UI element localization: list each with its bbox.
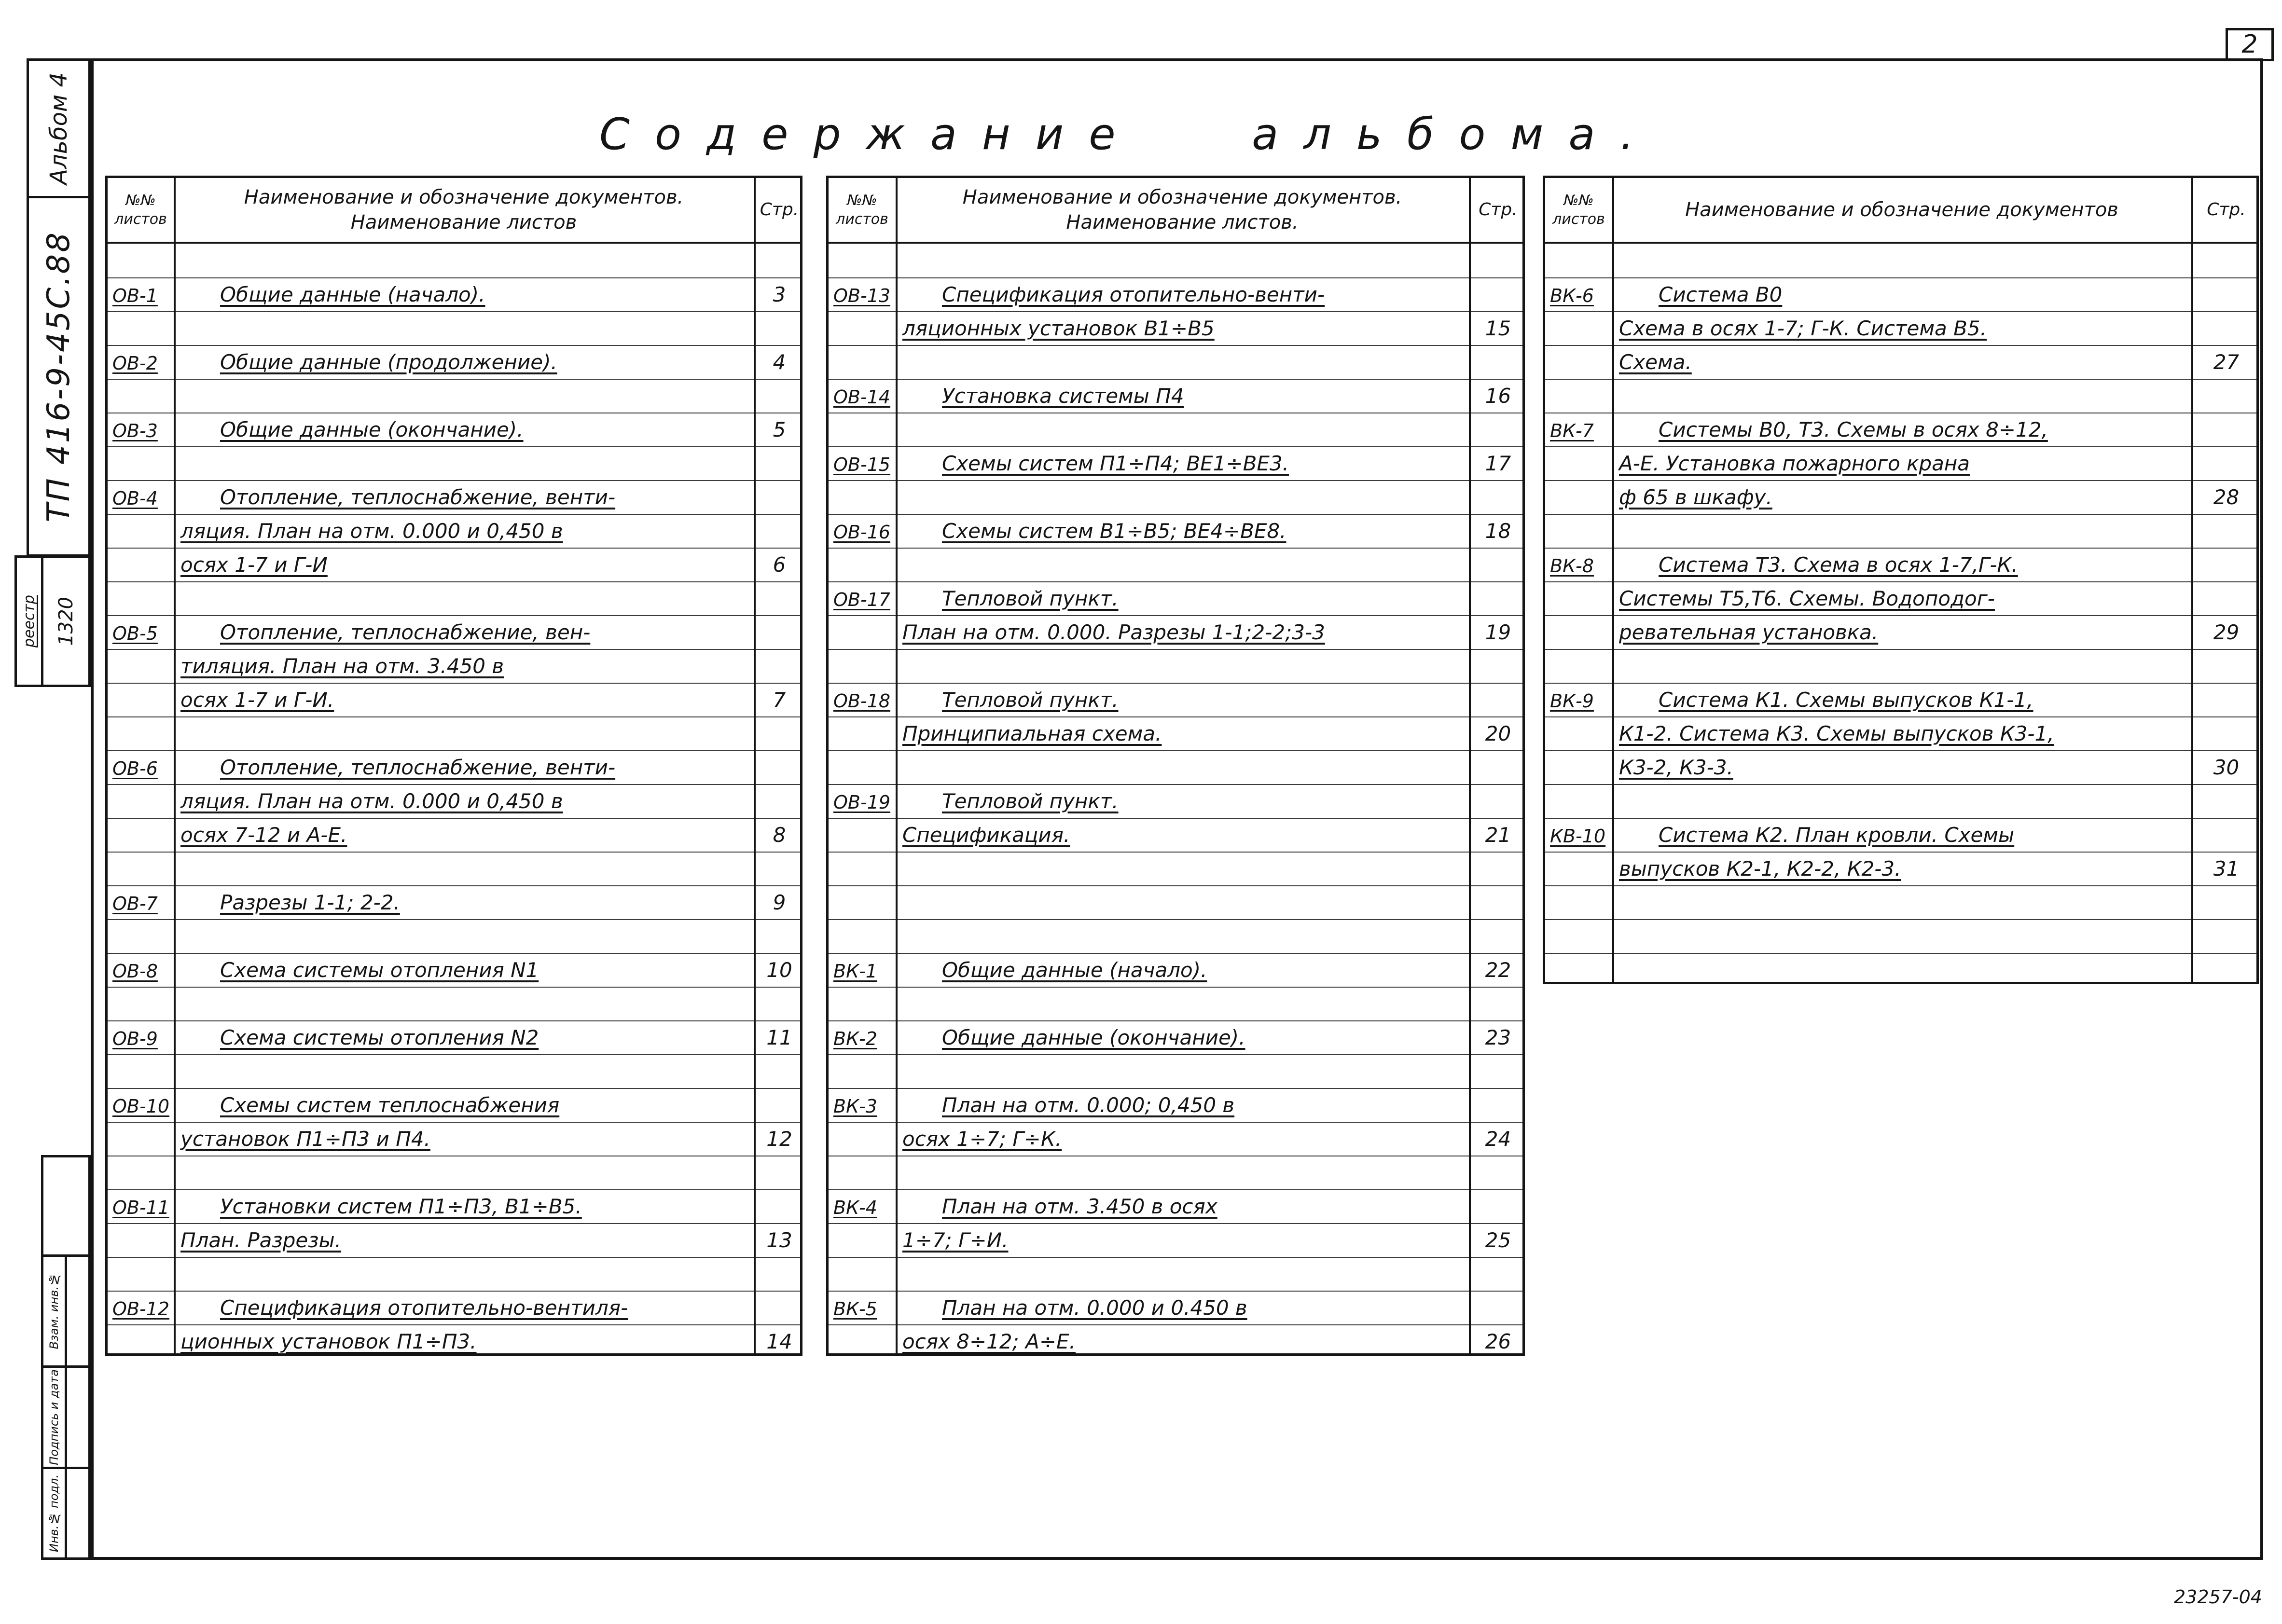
page-number-cell: 21 — [1485, 823, 1511, 847]
document-title-text: Отопление, теплоснабжение, венти- — [220, 485, 616, 509]
contents-entry-1-11 — [108, 1189, 800, 1257]
header-sheet-number-text: №№ — [125, 192, 156, 209]
sheet-number-cell: ОВ-13 — [833, 285, 891, 306]
page-number-cell: 10 — [766, 958, 792, 982]
contents-entry-3-5 — [1545, 818, 2256, 885]
row-rule — [829, 919, 1522, 920]
sheet-number-cell: ОВ-19 — [833, 792, 891, 813]
sheet-number-cell: ОВ-7 — [112, 893, 158, 914]
page-number-cell: 3 — [773, 283, 786, 306]
stamp-project-cell — [27, 196, 91, 557]
contents-entry-2-1 — [829, 277, 1522, 345]
contents-entry-1-1 — [108, 277, 800, 311]
header-page — [2191, 178, 2261, 242]
sheet-number-cell: ОВ-11 — [112, 1197, 170, 1218]
page-number-cell: 24 — [1485, 1127, 1511, 1151]
contents-entry-2-3 — [829, 446, 1522, 480]
document-title-text: К3-2, К3-3. — [1619, 756, 1733, 779]
document-title-text: Системы В0, Т3. Схемы в осях 8÷12, — [1659, 418, 2048, 441]
page-number-cell: 20 — [1485, 722, 1511, 745]
document-title-text: Общие данные (окончание). — [220, 418, 524, 441]
document-title-text: осях 1-7 и Г-И — [180, 553, 328, 577]
document-title-text: осях 1÷7; Г÷К. — [902, 1127, 1062, 1151]
row-rule — [108, 716, 800, 717]
header-sheet-number-text: листов — [836, 211, 888, 228]
page-number-cell: 15 — [1485, 317, 1511, 340]
document-title-line — [1612, 852, 2191, 885]
page-number-cell: 14 — [766, 1330, 792, 1353]
contents-entry-3-2 — [1545, 413, 2256, 514]
stamp-empty-cell — [41, 1155, 91, 1257]
row-rule — [108, 1257, 800, 1258]
page-number-cell: 31 — [2213, 857, 2240, 881]
document-title-text: ляция. План на отм. 0.000 и 0,450 в — [180, 789, 563, 813]
header-sheet-number-text: листов — [1552, 211, 1605, 228]
header-sheet-number — [829, 178, 896, 242]
row-rule — [108, 852, 800, 853]
sheet-number-cell: ОВ-4 — [112, 488, 158, 509]
row-rule — [829, 885, 1522, 886]
document-title-text: ревательная установка. — [1619, 620, 1879, 644]
page-number-cell: 4 — [773, 350, 786, 374]
document-title-text: 1÷7; Г÷И. — [902, 1228, 1009, 1252]
contents-entry-1-10 — [108, 1088, 800, 1156]
document-title-text: ционных установок П1÷П3. — [180, 1330, 477, 1353]
header-document-name — [1612, 178, 2191, 242]
document-title-line — [896, 514, 1469, 548]
sheet-number-box — [2226, 28, 2274, 61]
document-title-line — [174, 1291, 754, 1324]
table-header — [829, 178, 1522, 244]
document-title-line — [896, 1291, 1469, 1324]
document-title-line — [174, 818, 754, 852]
document-title-line — [174, 1189, 754, 1223]
sheet-number-cell: ВК-2 — [833, 1028, 877, 1049]
sheet-number-cell: ОВ-17 — [833, 589, 891, 610]
contents-entry-2-4 — [829, 514, 1522, 548]
contents-entry-3-1 — [1545, 277, 2256, 379]
document-title-text: Системы Т5,Т6. Схемы. Водоподог- — [1619, 587, 1995, 610]
stamp-inv-original-value — [65, 1467, 91, 1560]
page-number-cell: 23 — [1485, 1026, 1511, 1049]
document-title-line — [896, 581, 1469, 615]
document-title-text: Разрезы 1-1; 2-2. — [220, 891, 400, 914]
document-title-line — [896, 1324, 1469, 1358]
page-number-cell: 30 — [2213, 756, 2240, 779]
header-sheet-number-text: №№ — [1563, 192, 1594, 209]
row-rule — [108, 379, 800, 380]
document-title-line — [174, 683, 754, 716]
document-title-text: осях 1-7 и Г-И. — [180, 688, 334, 712]
row-rule — [829, 1054, 1522, 1055]
document-title-text: Принципиальная схема. — [902, 722, 1162, 745]
sheet-number-cell: ОВ-15 — [833, 454, 891, 475]
document-title-line — [174, 514, 754, 548]
document-title-text: План на отм. 0.000. Разрезы 1-1;2-2;3-3 — [902, 620, 1325, 644]
sheet-number: 2 — [2241, 30, 2258, 59]
header-document-name — [174, 178, 754, 242]
document-title-line — [1612, 277, 2191, 311]
document-title-line — [896, 683, 1469, 716]
document-title-line — [174, 1324, 754, 1358]
document-title-line — [174, 345, 754, 379]
sheet-number-cell: ВК-4 — [833, 1197, 877, 1218]
page-title: Содержание альбома. — [599, 109, 1660, 160]
document-title-text: ф 65 в шкафу. — [1619, 485, 1772, 509]
document-title-line — [174, 953, 754, 987]
sheet-number-cell: ОВ-3 — [112, 420, 158, 441]
stamp-signature-date-cell — [41, 1365, 67, 1469]
contents-entry-2-10 — [829, 1088, 1522, 1156]
row-rule — [1545, 514, 2256, 515]
stamp-replacement-inv-label: Взам. инв.№ — [47, 1273, 61, 1349]
stamp-registry-number: 1320 — [55, 596, 77, 646]
document-title-line — [174, 1223, 754, 1257]
contents-entry-1-3 — [108, 413, 800, 446]
document-title-text: Схема системы отопления N2 — [220, 1026, 539, 1049]
contents-entry-3-3 — [1545, 548, 2256, 649]
document-title-text: тиляция. План на отм. 3.450 в — [180, 654, 504, 678]
stamp-inv-original-cell — [41, 1467, 67, 1560]
sheet-number-cell: ОВ-8 — [112, 961, 158, 982]
document-title-text: Отопление, теплоснабжение, вен- — [220, 620, 591, 644]
page-number-cell: 13 — [766, 1228, 792, 1252]
sheet-number-cell: ОВ-10 — [112, 1096, 170, 1117]
document-title-text: Отопление, теплоснабжение, венти- — [220, 756, 616, 779]
contents-entry-1-5 — [108, 615, 800, 716]
document-title-line — [1612, 480, 2191, 514]
document-title-text: К1-2. Система К3. Схемы выпусков К3-1, — [1619, 722, 2054, 745]
contents-entry-1-9 — [108, 1020, 800, 1054]
row-rule — [829, 1257, 1522, 1258]
row-rule — [1545, 885, 2256, 886]
stamp-replacement-inv-value — [65, 1254, 91, 1368]
contents-entry-2-8 — [829, 953, 1522, 987]
header-document-name — [896, 178, 1469, 242]
document-title-line — [174, 784, 754, 818]
row-rule — [108, 581, 800, 582]
document-title-text: Спецификация отопительно-венти- — [942, 283, 1325, 306]
sheet-number-cell: ВК-8 — [1550, 555, 1594, 577]
header-page — [1469, 178, 1527, 242]
row-rule — [1545, 919, 2256, 920]
contents-entry-1-7 — [108, 885, 800, 919]
page-number-cell: 5 — [773, 418, 786, 441]
sheet-number-cell: ОВ-12 — [112, 1298, 170, 1320]
page-number-cell: 6 — [773, 553, 786, 577]
header-document-name-text: Наименование и обозначение документов. — [962, 186, 1402, 208]
document-title-line — [174, 413, 754, 446]
document-title-text: установок П1÷П3 и П4. — [180, 1127, 430, 1151]
stamp-registry-label-cell — [14, 555, 43, 687]
page-number-cell: 12 — [766, 1127, 792, 1151]
document-title-line — [896, 379, 1469, 413]
sheet-number-cell: ВК-5 — [833, 1298, 877, 1320]
document-title-line — [174, 277, 754, 311]
header-sheet-number-text: №№ — [847, 192, 877, 209]
document-title-line — [174, 548, 754, 581]
document-title-line — [896, 1223, 1469, 1257]
document-title-line — [1612, 345, 2191, 379]
stamp-replacement-inv-cell — [41, 1254, 67, 1368]
page-number-cell: 9 — [773, 891, 786, 914]
contents-entry-1-12 — [108, 1291, 800, 1358]
stamp-project-code: ТП 416-9-45С.88 — [41, 230, 77, 523]
document-title-line — [174, 1020, 754, 1054]
document-title-text: План на отм. 3.450 в осях — [942, 1195, 1217, 1218]
row-rule — [829, 480, 1522, 481]
stamp-album-cell — [27, 58, 91, 198]
document-title-line — [896, 716, 1469, 750]
document-title-line — [896, 1088, 1469, 1122]
document-title-line — [174, 885, 754, 919]
sheet-number-cell: ОВ-18 — [833, 690, 891, 712]
page-number-cell: 8 — [773, 823, 786, 847]
document-title-line — [1612, 683, 2191, 716]
row-rule — [108, 311, 800, 312]
document-title-text: Тепловой пункт. — [942, 587, 1119, 610]
document-title-text: Система Т3. Схема в осях 1-7,Г-К. — [1659, 553, 2018, 577]
document-title-text: Тепловой пункт. — [942, 789, 1119, 813]
document-title-line — [1612, 581, 2191, 615]
header-sheet-number — [108, 178, 174, 242]
page-number-cell: 7 — [773, 688, 786, 712]
document-title-text: Тепловой пункт. — [942, 688, 1119, 712]
document-title-line — [896, 615, 1469, 649]
row-rule — [829, 852, 1522, 853]
document-title-line — [896, 1020, 1469, 1054]
header-sheet-number-text: листов — [114, 211, 167, 228]
row-rule — [108, 446, 800, 447]
document-title-line — [896, 1122, 1469, 1156]
sheet-number-cell: ВК-9 — [1550, 690, 1594, 712]
page-number-cell: 19 — [1485, 620, 1511, 644]
column-rule — [1469, 178, 1471, 1353]
document-title-line — [1612, 548, 2191, 581]
document-title-text: Система К2. План кровли. Схемы — [1659, 823, 2015, 847]
page-number-cell: 16 — [1485, 384, 1511, 408]
document-title-line — [1612, 446, 2191, 480]
page-number-cell: 22 — [1485, 958, 1511, 982]
header-page — [754, 178, 805, 242]
contents-entry-1-4 — [108, 480, 800, 581]
document-title-line — [174, 649, 754, 683]
row-rule — [829, 750, 1522, 751]
document-title-text: осях 8÷12; А÷Е. — [902, 1330, 1076, 1353]
sheet-number-cell: ВК-7 — [1550, 420, 1594, 441]
document-title-text: Схемы систем П1÷П4; ВЕ1÷ВЕ3. — [942, 452, 1289, 475]
page-number-cell: 11 — [766, 1026, 792, 1049]
archive-number: 23257-04 — [2174, 1586, 2262, 1608]
row-rule — [1545, 784, 2256, 785]
document-title-text: Схема в осях 1-7; Г-К. Система В5. — [1619, 317, 1987, 340]
document-title-text: Установки систем П1÷П3, В1÷В5. — [220, 1195, 582, 1218]
row-rule — [108, 919, 800, 920]
document-title-line — [1612, 615, 2191, 649]
document-title-text: осях 7-12 и А-Е. — [180, 823, 347, 847]
document-title-line — [896, 1189, 1469, 1223]
row-rule — [108, 987, 800, 988]
sheet-number-cell: ОВ-9 — [112, 1028, 158, 1049]
document-title-line — [1612, 716, 2191, 750]
document-title-line — [896, 953, 1469, 987]
contents-entry-2-2 — [829, 379, 1522, 413]
page-number-cell: 17 — [1485, 452, 1511, 475]
row-rule — [1545, 649, 2256, 650]
header-page-text: Стр. — [760, 199, 799, 220]
document-title-line — [896, 818, 1469, 852]
document-title-text: Спецификация. — [902, 823, 1070, 847]
contents-entry-2-9 — [829, 1020, 1522, 1054]
sheet-number-cell: ОВ-1 — [112, 285, 158, 306]
sheet-number-cell: ВК-1 — [833, 961, 877, 982]
contents-entry-1-2 — [108, 345, 800, 379]
page-number-cell: 27 — [2213, 350, 2240, 374]
page-number-cell: 29 — [2213, 620, 2240, 644]
header-document-name-text: Наименование и обозначение документов. — [244, 186, 684, 208]
sheet-number-cell: ОВ-2 — [112, 353, 158, 374]
row-rule — [1545, 953, 2256, 954]
contents-entry-2-7 — [829, 784, 1522, 852]
contents-table-1 — [105, 176, 802, 1356]
document-title-text: План на отм. 0.000 и 0.450 в — [942, 1296, 1247, 1320]
document-title-line — [1612, 311, 2191, 345]
page-number-cell: 25 — [1485, 1228, 1511, 1252]
document-title-text: Схема системы отопления N1 — [220, 958, 539, 982]
contents-entry-2-5 — [829, 581, 1522, 649]
document-title-text: ляционных установок В1÷В5 — [902, 317, 1215, 340]
stamp-registry-number-cell — [41, 555, 91, 687]
stamp-registry-label: реестр — [20, 595, 38, 647]
contents-entry-2-12 — [829, 1291, 1522, 1358]
document-title-text: Схема. — [1619, 350, 1692, 374]
document-title-text: выпусков К2-1, К2-2, К2-3. — [1619, 857, 1901, 881]
row-rule — [829, 987, 1522, 988]
column-rule — [896, 178, 898, 1353]
document-title-line — [896, 311, 1469, 345]
header-page-text: Стр. — [1479, 199, 1518, 220]
table-header — [108, 178, 800, 244]
document-title-text: Схемы систем В1÷В5; ВЕ4÷ВЕ8. — [942, 519, 1286, 543]
header-document-name-text: Наименование листов — [350, 211, 577, 234]
contents-entry-2-11 — [829, 1189, 1522, 1257]
header-page-text: Стр. — [2207, 199, 2246, 220]
contents-entry-1-8 — [108, 953, 800, 987]
sheet-number-cell: ВК-3 — [833, 1096, 877, 1117]
row-rule — [829, 649, 1522, 650]
row-rule — [1545, 379, 2256, 380]
row-rule — [108, 1054, 800, 1055]
stamp-signature-date-label: Подпись и дата — [47, 1369, 61, 1465]
row-rule — [829, 345, 1522, 346]
document-title-line — [896, 446, 1469, 480]
document-title-line — [174, 1088, 754, 1122]
document-title-text: Общие данные (продолжение). — [220, 350, 557, 374]
stamp-album: Альбом 4 — [45, 72, 72, 185]
header-document-name-text: Наименование и обозначение документов — [1685, 199, 2118, 221]
document-title-text: Система В0 — [1659, 283, 1783, 306]
document-title-text: Общие данные (начало). — [942, 958, 1207, 982]
sheet-number-cell: ОВ-5 — [112, 623, 158, 644]
header-sheet-number — [1545, 178, 1612, 242]
table-header — [1545, 178, 2256, 244]
contents-table-2 — [826, 176, 1525, 1356]
contents-table-3 — [1543, 176, 2259, 984]
document-title-line — [1612, 413, 2191, 446]
row-rule — [829, 548, 1522, 549]
contents-entry-1-6 — [108, 750, 800, 852]
sheet-number-cell: ОВ-14 — [833, 386, 891, 408]
page-number-cell: 26 — [1485, 1330, 1511, 1353]
document-title-text: Система К1. Схемы выпусков К1-1, — [1659, 688, 2033, 712]
document-title-text: Общие данные (начало). — [220, 283, 485, 306]
document-title-line — [1612, 750, 2191, 784]
document-title-text: Общие данные (окончание). — [942, 1026, 1245, 1049]
page-number-cell: 18 — [1485, 519, 1511, 543]
document-title-line — [896, 784, 1469, 818]
contents-entry-3-4 — [1545, 683, 2256, 784]
stamp-inv-original-label: Инв.№ подл. — [47, 1474, 61, 1552]
document-title-text: Установка системы П4 — [942, 384, 1184, 408]
sheet-number-cell: КВ-10 — [1550, 826, 1606, 847]
document-title-line — [174, 480, 754, 514]
document-title-text: ляция. План на отм. 0.000 и 0,450 в — [180, 519, 563, 543]
stamp-signature-date-value — [65, 1365, 91, 1469]
document-title-text: Спецификация отопительно-вентиля- — [220, 1296, 628, 1320]
document-title-line — [1612, 818, 2191, 852]
header-document-name-text: Наименование листов. — [1066, 211, 1299, 234]
sheet-number-cell: ОВ-16 — [833, 522, 891, 543]
document-title-text: А-Е. Установка пожарного крана — [1619, 452, 1970, 475]
page-number-cell: 28 — [2213, 485, 2240, 509]
document-title-text: Схемы систем теплоснабжения — [220, 1093, 560, 1117]
document-title-line — [174, 615, 754, 649]
sheet-number-cell: ВК-6 — [1550, 285, 1594, 306]
document-title-line — [174, 750, 754, 784]
document-title-line — [896, 277, 1469, 311]
sheet-number-cell: ОВ-6 — [112, 758, 158, 779]
document-title-line — [174, 1122, 754, 1156]
document-title-text: План на отм. 0.000; 0,450 в — [942, 1093, 1235, 1117]
document-title-text: План. Разрезы. — [180, 1228, 342, 1252]
contents-entry-2-6 — [829, 683, 1522, 750]
